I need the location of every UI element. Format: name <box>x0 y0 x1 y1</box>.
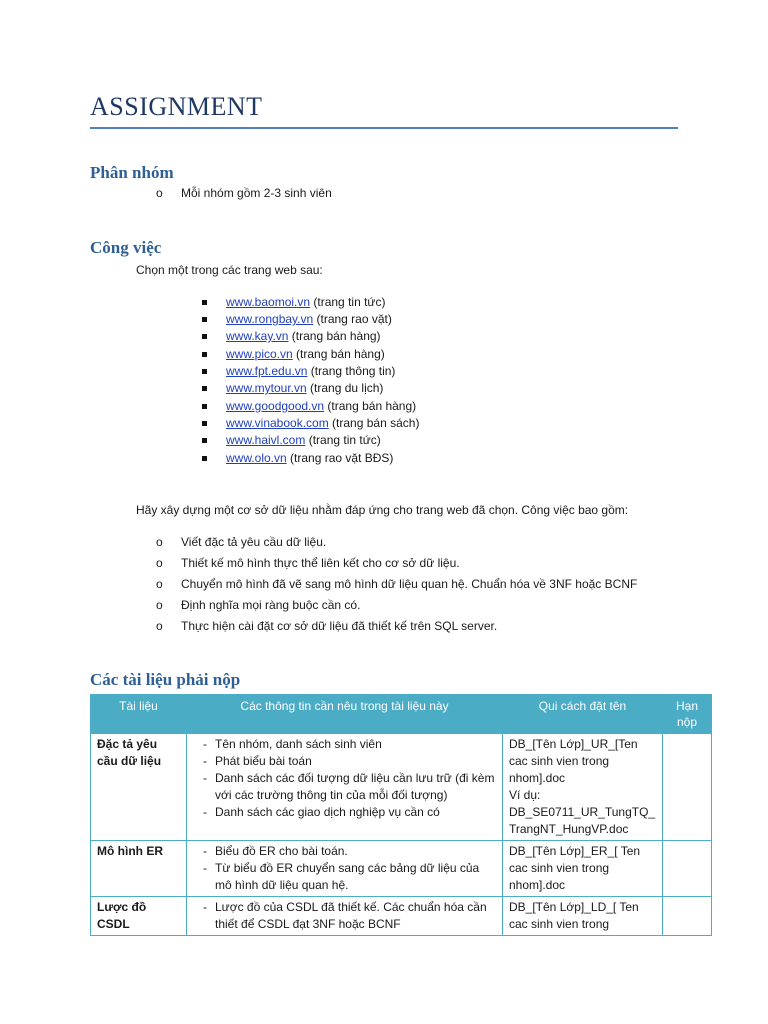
naming-pattern: DB_[Tên Lớp]_ER_[ Ten cac sinh vien trong nhom].doc <box>509 844 641 892</box>
table-row <box>91 734 712 841</box>
choose-site-intro: Chọn một trong các trang web sau: <box>136 263 323 277</box>
info-item: - Tên nhóm, danh sách sinh viên <box>193 736 496 753</box>
heading-phan-nhom: Phân nhóm <box>90 163 174 182</box>
header-thong-tin: Các thông tin cần nêu trong tài liệu này <box>187 695 503 734</box>
naming-rule <box>503 897 663 936</box>
document-title: ASSIGNMENT <box>90 92 263 121</box>
circle-bullet-icon: o <box>156 619 163 633</box>
square-bullet-icon <box>202 456 207 461</box>
square-bullet-icon <box>202 300 207 305</box>
task-item: Thiết kế mô hình thực thể liên kết cho cơ sở dữ liệu. <box>181 556 460 570</box>
deadline-cell <box>663 841 712 897</box>
task-item: Chuyển mô hình đã vẽ sang mô hình dữ liệu quan hệ. Chuẩn hóa về 3NF hoặc BCNF <box>181 577 638 591</box>
site-desc: (trang rao vặt) <box>313 312 392 326</box>
site-item <box>226 381 383 395</box>
header-han-nop: Hạn nộp <box>663 695 712 734</box>
square-bullet-icon <box>202 352 207 357</box>
site-link[interactable]: www.kay.vn <box>226 329 289 343</box>
circle-bullet-icon: o <box>156 577 163 591</box>
site-desc: (trang du lịch) <box>306 381 384 395</box>
doc-info <box>187 734 503 841</box>
circle-bullet-icon: o <box>156 186 163 200</box>
square-bullet-icon <box>202 438 207 443</box>
site-desc: (trang tin tức) <box>305 433 381 447</box>
info-item: - Danh sách các giao dịch nghiệp vụ cần có <box>193 804 496 821</box>
naming-rule <box>503 841 663 897</box>
site-item <box>226 295 385 309</box>
heading-tai-lieu-nop: Các tài liệu phải nộp <box>90 670 241 689</box>
heading-cong-viec: Công việc <box>90 238 162 257</box>
task-item: Thực hiện cài đặt cơ sở dữ liệu đã thiết kế trên SQL server. <box>181 619 498 633</box>
naming-example-label: Ví dụ: <box>509 788 541 802</box>
site-item <box>226 312 392 326</box>
site-desc: (trang bán hàng) <box>324 399 417 413</box>
doc-info <box>187 841 503 897</box>
site-item <box>226 399 416 413</box>
site-desc: (trang thông tin) <box>307 364 396 378</box>
square-bullet-icon <box>202 421 207 426</box>
circle-bullet-icon: o <box>156 535 163 549</box>
deadline-cell <box>663 897 712 936</box>
deliverables-table <box>90 694 712 936</box>
site-item <box>226 451 393 465</box>
site-item <box>226 416 419 430</box>
site-item <box>226 347 385 361</box>
site-link[interactable]: www.goodgood.vn <box>226 399 325 413</box>
square-bullet-icon <box>202 369 207 374</box>
task-intro: Hãy xây dựng một cơ sở dữ liệu nhằm đáp ứng cho trang web đã chọn. Công việc bao gồm: <box>136 503 629 517</box>
doc-name: Lược đồ CSDL <box>91 897 187 936</box>
info-item: - Phát biểu bài toán <box>193 753 496 770</box>
square-bullet-icon <box>202 386 207 391</box>
site-link[interactable]: www.fpt.edu.vn <box>226 364 308 378</box>
info-item: - Biểu đồ ER cho bài toán. <box>193 843 496 860</box>
site-item <box>226 329 381 343</box>
header-tai-lieu: Tài liệu <box>91 695 187 734</box>
header-qui-cach: Qui cách đặt tên <box>503 695 663 734</box>
task-item: Định nghĩa mọi ràng buộc cần có. <box>181 598 361 612</box>
naming-pattern: DB_[Tên Lớp]_UR_[Ten cac sinh vien trong nhom].doc <box>509 737 638 785</box>
info-item: - Lược đồ của CSDL đã thiết kế. Các chuẩn hóa cần thiết để CSDL đạt 3NF hoặc BCNF <box>193 899 496 933</box>
site-link[interactable]: www.baomoi.vn <box>226 295 311 309</box>
task-item: Viết đặc tả yêu cầu dữ liệu. <box>181 535 327 549</box>
square-bullet-icon <box>202 334 207 339</box>
doc-name: Mô hình ER <box>91 841 187 897</box>
group-size-text: Mỗi nhóm gồm 2-3 sinh viên <box>181 186 332 200</box>
info-item: - Danh sách các đối tượng dữ liệu cần lưu trữ (đi kèm với các trường thông tin của mỗi đối tượng) <box>193 770 496 804</box>
site-item <box>226 433 381 447</box>
site-link[interactable]: www.pico.vn <box>226 347 293 361</box>
title-underline <box>90 127 678 129</box>
circle-bullet-icon: o <box>156 556 163 570</box>
site-item <box>226 364 395 378</box>
naming-rule <box>503 734 663 841</box>
naming-example: DB_SE0711_UR_TungTQ_TrangNT_HungVP.doc <box>509 805 656 836</box>
site-link[interactable]: www.haivl.com <box>226 433 306 447</box>
site-link[interactable]: www.rongbay.vn <box>226 312 314 326</box>
deadline-cell <box>663 734 712 841</box>
site-link[interactable]: www.mytour.vn <box>226 381 307 395</box>
site-link[interactable]: www.olo.vn <box>226 451 287 465</box>
table-row <box>91 897 712 936</box>
square-bullet-icon <box>202 404 207 409</box>
table-header-row <box>91 695 712 734</box>
site-desc: (trang bán hàng) <box>288 329 381 343</box>
site-link[interactable]: www.vinabook.com <box>226 416 329 430</box>
site-desc: (trang bán hàng) <box>292 347 385 361</box>
info-item: - Từ biểu đồ ER chuyển sang các bảng dữ liệu của mô hình dữ liệu quan hệ. <box>193 860 496 894</box>
square-bullet-icon <box>202 317 207 322</box>
site-desc: (trang bán sách) <box>328 416 420 430</box>
table-row <box>91 841 712 897</box>
site-desc: (trang rao vặt BĐS) <box>286 451 394 465</box>
doc-name: Đặc tả yêu cầu dữ liệu <box>91 734 187 841</box>
site-desc: (trang tin tức) <box>310 295 386 309</box>
naming-pattern: DB_[Tên Lớp]_LD_[ Ten cac sinh vien trong <box>509 900 639 931</box>
doc-info <box>187 897 503 936</box>
circle-bullet-icon: o <box>156 598 163 612</box>
